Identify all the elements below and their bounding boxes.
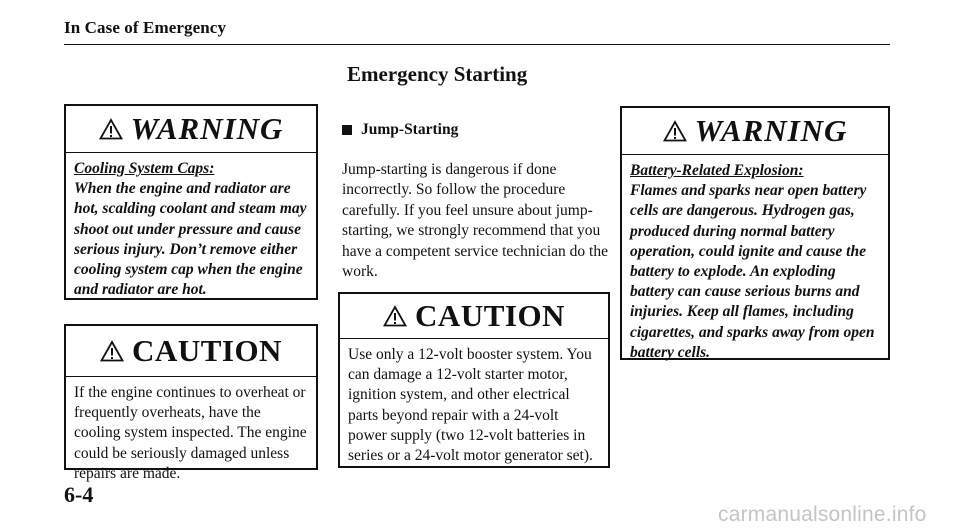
page-title: Emergency Starting (347, 62, 528, 86)
cooling-warning-box (64, 104, 318, 300)
caution-triangle-icon (100, 340, 124, 362)
warning-triangle-icon (99, 118, 123, 140)
header-rule (64, 44, 890, 45)
caution-triangle-icon (383, 305, 407, 327)
caution-body: Use only a 12-volt booster system. You can damage a 12-volt starter motor, ignition system, and other electrical parts beyond repair with a 24-volt power supply (two 12-volt batteries in series or a 24-volt motor generator set). (348, 346, 593, 465)
jump-starting-paragraph: Jump-starting is dangerous if done incorrectly. So follow the procedure carefully. If you feel unsure about jump-starting, we strongly recommend that you have a competent service technician do the work. (342, 161, 608, 281)
overheat-caution-box (64, 324, 318, 482)
warning-body (622, 155, 888, 367)
caution-header (66, 326, 316, 377)
page-number: 6-4 (64, 482, 94, 507)
warning-body (66, 153, 316, 304)
warning-title: WARNING (130, 111, 284, 146)
warning-text: When the engine and radiator are hot, scalding coolant and steam may shoot out under pressure and cause serious injury. Don’t remove either cooling system cap when the engine and radiator are hot. (74, 180, 307, 299)
jump-starting-heading (342, 121, 458, 139)
watermark: carmanualsonline.info (718, 503, 927, 526)
section-header: In Case of Emergency (64, 18, 227, 37)
warning-triangle-icon (663, 120, 687, 142)
caution-body: If the engine continues to overheat or frequently overheats, have the cooling system inspected. The engine could be seriously damaged unless repairs are made. (74, 384, 307, 482)
caution-header (340, 294, 608, 339)
caution-title: CAUTION (132, 333, 282, 368)
warning-title: WARNING (694, 113, 848, 148)
warning-subtitle: Battery-Related Explosion: (630, 162, 804, 179)
warning-subtitle: Cooling System Caps: (74, 160, 215, 177)
warning-header (66, 106, 316, 153)
battery-warning-box (620, 106, 890, 360)
jump-starting-heading-text: Jump-Starting (361, 121, 459, 138)
voltage-caution-box (338, 292, 610, 468)
caution-title: CAUTION (415, 298, 565, 333)
bullet-square (342, 125, 352, 135)
warning-text: Flames and sparks near open battery cells are dangerous. Hydrogen gas, produced during normal battery operation, could ignite and cause the battery to explode. An exploding battery can cause serious burns and injuries. Keep all flames, including cigarettes, and sparks away from open battery cells. (630, 182, 875, 361)
warning-header (622, 108, 888, 155)
